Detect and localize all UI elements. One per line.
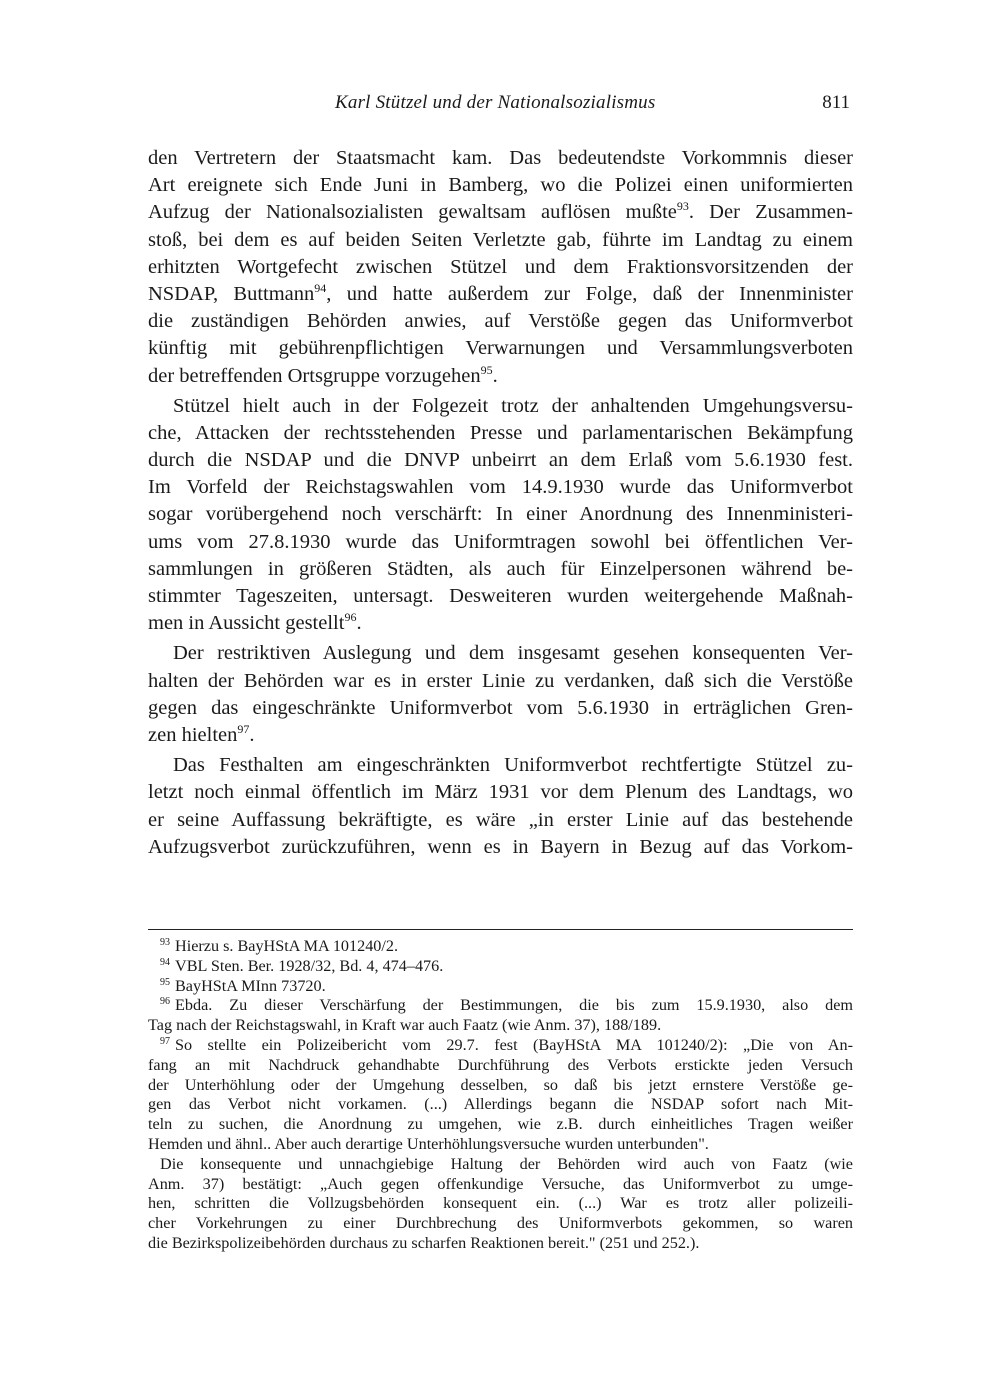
text-line: durch die NSDAP und die DNVP unbeirrt an dem Erlaß vom 5.6.1930 fest. [148,449,853,472]
footnotes [148,937,853,1254]
text-line: men in Aussicht gestellt$^{96}$. [148,610,362,635]
text-line: letzt noch einmal öffentlich im März 1931 vor dem Plenum des Landtags, wo [148,781,853,804]
text-line: ums vom 27.8.1930 wurde das Uniformtragen sowohl bei öffentlichen Ver- [148,530,853,553]
footnote-line: Hemden und ähnl.. Aber auch derartige Unterhöhlungsversuche wurden unterbunden". [148,1134,709,1153]
text-line: NSDAP, Buttmann$^{94}$, und hatte außerdem zur Folge, daß der Innenminister [148,280,853,305]
footnote-line: cher Vorkehrungen zu einer Durchbrechung des Uniformverbots gekommen, so waren [148,1214,853,1233]
text-line: die zuständigen Behörden anwies, auf Verstöße gegen das Uniformverbot [148,310,853,333]
footnote: $^{95}$ BayHStA MInn 73720. [160,976,326,995]
footnote: $^{94}$ VBL Sten. Ber. 1928/32, Bd. 4, 474–476. [160,956,444,975]
footnote-line: gen das Verbot nicht vorkamen. (...) Allerdings begann die NSDAP sofort nach Mit- [148,1095,853,1114]
running-head: Karl Stützel und der Nationalsozialismus [335,92,656,113]
footnote-ref[interactable]: 96 [344,610,357,625]
footnote-divider [148,929,853,930]
footnote: $^{96}$ Ebda. Zu dieser Verschärfung der Bestimmungen, die bis zum 15.9.1930, also dem [160,996,853,1015]
text-line: gegen das eingeschränkte Uniformverbot vom 5.6.1930 in erträglichen Gren- [148,696,853,719]
page-header [150,92,850,122]
text-line: sogar vorübergehend noch verschärft: In einer Anordnung des Innenministeri- [148,503,853,526]
footnote-ref[interactable]: 94 [314,280,327,295]
text-line: che, Attacken der rechtsstehenden Presse und parlamentarischen Bekämpfung [148,421,853,444]
text-line: Der restriktiven Auslegung und dem insgesamt gesehen konsequenten Ver- [173,642,853,665]
text-line: halten der Behörden war es in erster Linie zu verdanken, daß sich die Verstöße [148,669,853,692]
footnote-line: hen, schritten die Vollzugsbehörden konsequent ein. (...) War es trotz aller polizeili- [148,1194,853,1213]
footnote-line: Die konsequente und unnachgiebige Haltung der Behörden wird auch von Faatz (wie [160,1154,853,1173]
text-line: erhitzten Wortgefecht zwischen Stützel und dem Fraktionsvorsitzenden der [148,255,853,278]
footnote-ref[interactable]: 95 [480,362,493,377]
footnote-number: 94 [160,956,170,968]
text-line: stimmter Tageszeiten, untersagt. Desweiteren wurden weitergehende Maßnah- [148,585,853,607]
text-line: zen hielten$^{97}$. [148,721,255,746]
text-line: sammlungen in größeren Städten, als auch für Einzelpersonen während be- [148,557,853,580]
text-line: Im Vorfeld der Reichstagswahlen vom 14.9.1930 wurde das Uniformverbot [148,476,853,499]
main-text [148,145,853,861]
text-line: künftig mit gebührenpflichtigen Verwarnungen und Versammlungsverboten [148,337,853,360]
text-line: Aufzugsverbot zurückzuführen, wenn es in Bayern in Bezug auf das Vorkom- [148,835,853,858]
text-line: er seine Auffassung bekräftigte, es wäre „in erster Linie auf das bestehende [148,808,853,831]
footnote: $^{93}$ Hierzu s. BayHStA MA 101240/2. [160,937,399,955]
text-line: der betreffenden Ortsgruppe vorzugehen$^{95}$. [148,362,498,387]
footnote-number: 93 [160,937,170,948]
text-line: Art ereignete sich Ende Juni in Bamberg, wo die Polizei einen uniformierten [148,174,853,197]
text-line: Stützel hielt auch in der Folgezeit trotz der anhaltenden Umgehungsversu- [173,394,853,417]
text-line: stoß, bei dem es auf beiden Seiten Verletzte gab, führte im Landtag zu einem [148,228,853,251]
footnote-line: teln zu suchen, die Anordnung zu umgehen, wie z.B. durch einheitliches Tragen weißer [148,1115,853,1134]
footnote-number: 96 [160,996,170,1008]
footnote-ref[interactable]: 97 [237,721,250,736]
footnote-line: Tag nach der Reichstagswahl, in Kraft war auch Faatz (wie Anm. 37), 188/189. [148,1016,662,1035]
footnote-number: 95 [160,976,170,988]
footnote-line: die Bezirkspolizeibehörden durchaus zu scharfen Reaktionen bereit." (251 und 252.). [148,1233,700,1252]
footnote-ref[interactable]: 93 [676,199,689,214]
footnote-line: fang an mit Nachdruck gehandhabte Durchführung des Verbots erstickte jeden Versuch [148,1055,853,1074]
page-number: 811 [822,92,850,113]
footnote-line: Anm. 37) bestätigt: „Auch gegen offenkundige Versuche, das Uniformverbot zu umge- [148,1174,853,1193]
footnote-number: 97 [160,1035,170,1047]
footnote: $^{97}$ So stellte ein Polizeibericht vom 29.7. fest (BayHStA MA 101240/2): „Die von An- [160,1035,853,1054]
footnote-line: der Unterhöhlung oder der Umgehung desselben, so daß bis jetzt ernstere Verstöße ge- [148,1075,853,1094]
text-line: Aufzug der Nationalsozialisten gewaltsam auflösen mußte$^{93}$. Der Zusammen- [148,199,853,224]
text-line: den Vertretern der Staatsmacht kam. Das bedeutendste Vorkommnis dieser [148,147,853,169]
text-line: Das Festhalten am eingeschränkten Uniformverbot rechtfertigte Stützel zu- [173,754,853,777]
